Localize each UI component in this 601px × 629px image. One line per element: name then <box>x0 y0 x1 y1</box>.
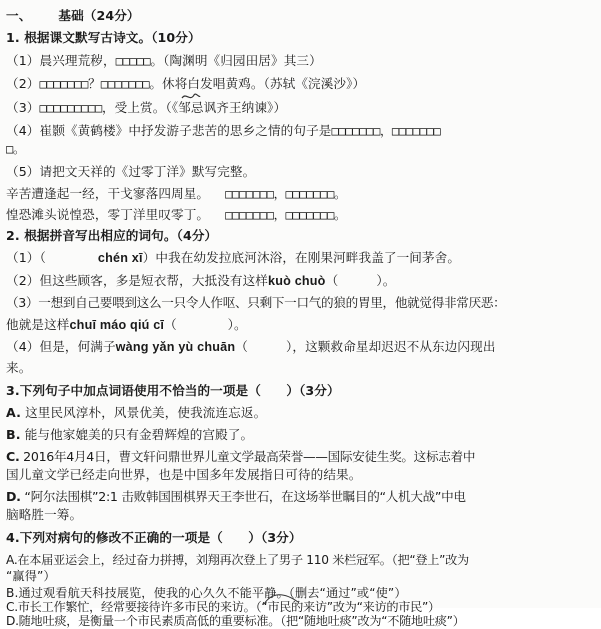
q1-item-4 <box>6 123 601 139</box>
q3-option-a <box>6 405 601 421</box>
q3-option-b <box>6 427 601 443</box>
pinyin: kuò chuò <box>268 274 326 288</box>
q1-item-5: （5）请把文天祥的《过零丁洋》默写完整。 <box>6 164 256 179</box>
pinyin: chén xī <box>97 251 143 265</box>
q3-option-d <box>6 489 601 505</box>
answer-boxes: □□□□□□□□□ <box>39 101 102 115</box>
q2-item-4-prefix: （4）但是，何满子 <box>6 339 116 354</box>
answer-boxes: □□□□□□□ <box>100 77 150 91</box>
section-number: 一、 <box>6 8 32 23</box>
answer-boxes: □□□□□ <box>115 54 151 68</box>
q2-item-1-suffix: ）中我在幼发拉底河沐浴，在刚果河畔我盖了一间茅舍。 <box>142 250 461 265</box>
q3-title: 3.下列句子中加点词语使用不恰当的一项是（ ）（3分） <box>6 383 340 398</box>
q1-item-3-suffix: ，受上赏。（《邹忌讽齐王纳谏》） <box>101 100 287 115</box>
pinyin: chuī máo qiú cī <box>69 318 165 332</box>
section-heading <box>6 8 601 24</box>
q2-item-2 <box>6 273 601 289</box>
option-text: “阿尔法围棋”2:1 击败韩国围棋界天王李世石，在这场举世瞩目的“人机大战”中电 <box>24 489 466 504</box>
answer-boxes: □□□□□□□，□□□□□□□ <box>331 124 441 138</box>
q2-item-4 <box>6 339 601 355</box>
answer-boxes: □□□□□□□，□□□□□□□。 <box>225 187 346 201</box>
answer-boxes: □。 <box>6 142 25 156</box>
option-text: 能与他家媲美的只有金碧辉煌的宫殿了。 <box>24 427 254 442</box>
q3-option-c <box>6 449 601 465</box>
q1-item-2-mid: ？ <box>88 76 101 91</box>
option-label: A. <box>6 553 18 567</box>
q2-item-4-cont: 来。 <box>6 360 32 375</box>
q4-option-a-cont: “赢得”） <box>6 569 56 583</box>
option-label: D. <box>6 614 19 628</box>
q2-item-3-line-1: （3）一想到自己要喂到这么一只令人作呕、只剩下一口气的狼的胃里，他就觉得非常厌恶： <box>6 295 506 310</box>
q2-item-1-prefix: （1）（ <box>6 250 46 265</box>
option-label: C. <box>6 600 18 614</box>
poem-line-1 <box>6 186 601 202</box>
option-label: A. <box>6 405 21 420</box>
q4-option-a <box>6 552 601 568</box>
q2-item-3-suffix: （ ）。 <box>164 317 247 332</box>
answer-boxes: □□□□□□□ <box>39 77 89 91</box>
q2-item-2-suffix: （ ）。 <box>325 273 396 288</box>
option-text: 2016年4月4日，曹文轩问鼎世界儿童文学最高荣誉——国际安徒生奖。这标志着中 <box>23 449 476 464</box>
q2-item-2-prefix: （2）但这些顾客，多是短衣帮，大抵没有这样 <box>6 273 268 288</box>
q3-option-d-cont: 脑略胜一筹。 <box>6 507 83 522</box>
poem-line-1-lead: 辛苦遭逢起一经，干戈寥落四周星。 <box>6 186 210 201</box>
option-text: 在本届亚运会上，经过奋力拼搏，刘翔再次登上了男子 110 米栏冠军。（把“登上”改为 <box>17 553 469 567</box>
q2-item-3-prefix: 他就是这样 <box>6 317 70 332</box>
option-text: 这里民风淳朴，风景优美，使我流连忘返。 <box>25 405 267 420</box>
option-text: 市长工作繁忙，经常要接待许多市民的来访。（“市民的来访”改为“来访的市民”） <box>17 600 440 614</box>
q4-option-d <box>6 613 601 629</box>
q2-item-1 <box>6 250 601 266</box>
answer-boxes: □□□□□□□，□□□□□□□。 <box>225 208 346 222</box>
q1-item-4-text: （4）崔颢《黄鹤楼》中抒发游子悲苦的思乡之情的句子是 <box>6 123 332 138</box>
q1-item-3 <box>6 100 601 116</box>
q1-item-2 <box>6 76 601 92</box>
q1-item-3-prefix: （3） <box>6 100 40 115</box>
poem-line-2-lead: 惶恐滩头说惶恐，零丁洋里叹零丁。 <box>6 207 210 222</box>
option-text: 通过观看航天科技展览，使我的心久久不能平静。（删去“通过”或“使”） <box>18 586 407 600</box>
q1-item-1-prefix: （1）晨兴理荒秽， <box>6 53 116 68</box>
option-label: C. <box>6 449 20 464</box>
q3-option-c-cont: 国儿童文学已经走向世界，也是中国多年发展指日可待的结果。 <box>6 467 362 482</box>
pinyin: wàng yǎn yù chuān <box>115 340 236 354</box>
option-label: B. <box>6 427 21 442</box>
q2-item-4-suffix: （ ），这颗救命星却迟迟不从东边闪现出 <box>235 339 496 354</box>
q4-title: 4.下列对病句的修改不正确的一项是（ ）（3分） <box>6 530 302 545</box>
q1-item-2-suffix: 。休将白发唱黄鸡。（苏轼《浣溪沙》） <box>149 76 366 91</box>
option-label: B. <box>6 586 19 600</box>
q1-item-2-prefix: （2） <box>6 76 40 91</box>
q2-item-3-line-2 <box>6 317 601 333</box>
q1-item-1 <box>6 53 601 69</box>
section-title: 基础（24分） <box>58 8 140 23</box>
option-label: D. <box>6 489 21 504</box>
q2-title: 2. 根据拼音写出相应的词句。（4分） <box>6 228 218 243</box>
option-text: 随地吐痰，是衡量一个市民素质高低的重要标准。（把“随地吐痰”改为“不随地吐痰”） <box>18 614 465 628</box>
q1-item-1-suffix: 。（陶渊明《归园田居》其三） <box>150 53 322 68</box>
q1-title: 1. 根据课文默写古诗文。（10分） <box>6 30 201 45</box>
poem-line-2 <box>6 207 601 223</box>
q1-item-4-cont <box>6 141 601 157</box>
